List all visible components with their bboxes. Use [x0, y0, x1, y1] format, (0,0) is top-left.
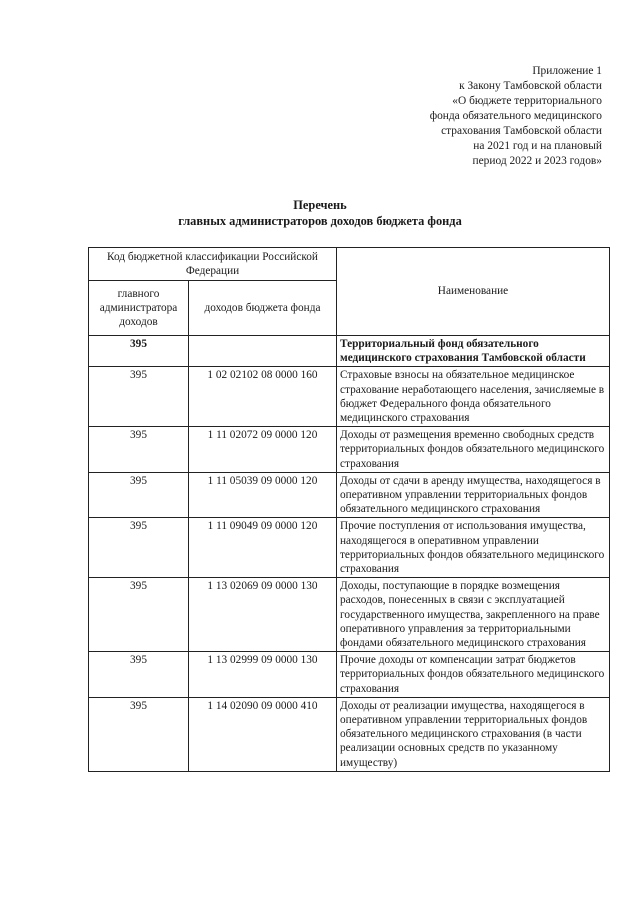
- table-row: [89, 336, 610, 367]
- income-name-cell: Доходы от реализации имущества, находящегося в оперативном управлении территориальных фондов обязательного медицинского страхования (в части реализации основных средств по указанному имуществу): [337, 697, 610, 771]
- title-line-1: Перечень: [293, 198, 347, 212]
- title-line-2: главных администраторов доходов бюджета фонда: [178, 213, 462, 228]
- admin-code-cell: 395: [89, 427, 189, 473]
- admin-code-cell: 395: [89, 518, 189, 578]
- income-code-cell: 1 11 05039 09 0000 120: [189, 472, 337, 518]
- admin-code-cell: 395: [89, 472, 189, 518]
- income-name-cell: Доходы от размещения временно свободных средств территориальных фондов обязательного медицинского страхования: [337, 427, 610, 473]
- income-code-cell: [189, 336, 337, 367]
- administrators-table: [88, 247, 610, 772]
- income-code-cell: 1 13 02999 09 0000 130: [189, 652, 337, 698]
- income-name-cell: Страховые взносы на обязательное медицинское страхование неработающего населения, зачисляемые в бюджет Федерального фонда обязательного медицинского страхования: [337, 367, 610, 427]
- document-title: [0, 198, 640, 229]
- table-row: [89, 472, 610, 518]
- table-header-row: [89, 248, 610, 281]
- table-row: [89, 578, 610, 652]
- table-body: [89, 248, 610, 772]
- admin-code-cell: 395: [89, 336, 189, 367]
- appendix-line: «О бюджете территориального: [452, 95, 602, 107]
- admin-code-cell: 395: [89, 367, 189, 427]
- income-code-cell: 1 13 02069 09 0000 130: [189, 578, 337, 652]
- table-row: [89, 652, 610, 698]
- income-code-cell: 1 14 02090 09 0000 410: [189, 697, 337, 771]
- income-code-cell: 1 11 09049 09 0000 120: [189, 518, 337, 578]
- appendix-block: [430, 64, 602, 169]
- table-row: [89, 427, 610, 473]
- admin-code-cell: 395: [89, 652, 189, 698]
- income-code-cell: 1 11 02072 09 0000 120: [189, 427, 337, 473]
- table-row: [89, 518, 610, 578]
- admin-code-cell: 395: [89, 578, 189, 652]
- admin-code-cell: 395: [89, 697, 189, 771]
- income-name-cell: Доходы, поступающие в порядке возмещения расходов, понесенных в связи с эксплуатацией государственного имущества, закрепленного на праве оперативного управления за территориальными фондами обязательного медицинского страхования: [337, 578, 610, 652]
- header-budget-classification: Код бюджетной классификации Российской Федерации: [89, 248, 337, 281]
- appendix-line: на 2021 год и на плановый: [473, 140, 602, 152]
- income-name-cell: Прочие доходы от компенсации затрат бюджетов территориальных фондов обязательного медицинского страхования: [337, 652, 610, 698]
- appendix-line: страхования Тамбовской области: [441, 125, 602, 137]
- appendix-line: Приложение 1: [532, 65, 602, 77]
- appendix-line: фонда обязательного медицинского: [429, 110, 602, 122]
- income-name-cell: Доходы от сдачи в аренду имущества, находящегося в оперативном управлении территориальных фондов обязательного медицинского страхования: [337, 472, 610, 518]
- header-name: Наименование: [337, 248, 610, 336]
- income-name-cell: Прочие поступления от использования имущества, находящегося в оперативном управлении территориальных фондов обязательного медицинского страхования: [337, 518, 610, 578]
- appendix-line: к Закону Тамбовской области: [459, 80, 602, 92]
- income-name-cell: Территориальный фонд обязательного медицинского страхования Тамбовской области: [337, 336, 610, 367]
- table-row: [89, 367, 610, 427]
- table-row: [89, 697, 610, 771]
- header-chief-administrator: главного администратора доходов: [89, 281, 189, 336]
- appendix-line: период 2022 и 2023 годов»: [472, 155, 602, 167]
- income-code-cell: 1 02 02102 08 0000 160: [189, 367, 337, 427]
- header-fund-income: доходов бюджета фонда: [189, 281, 337, 336]
